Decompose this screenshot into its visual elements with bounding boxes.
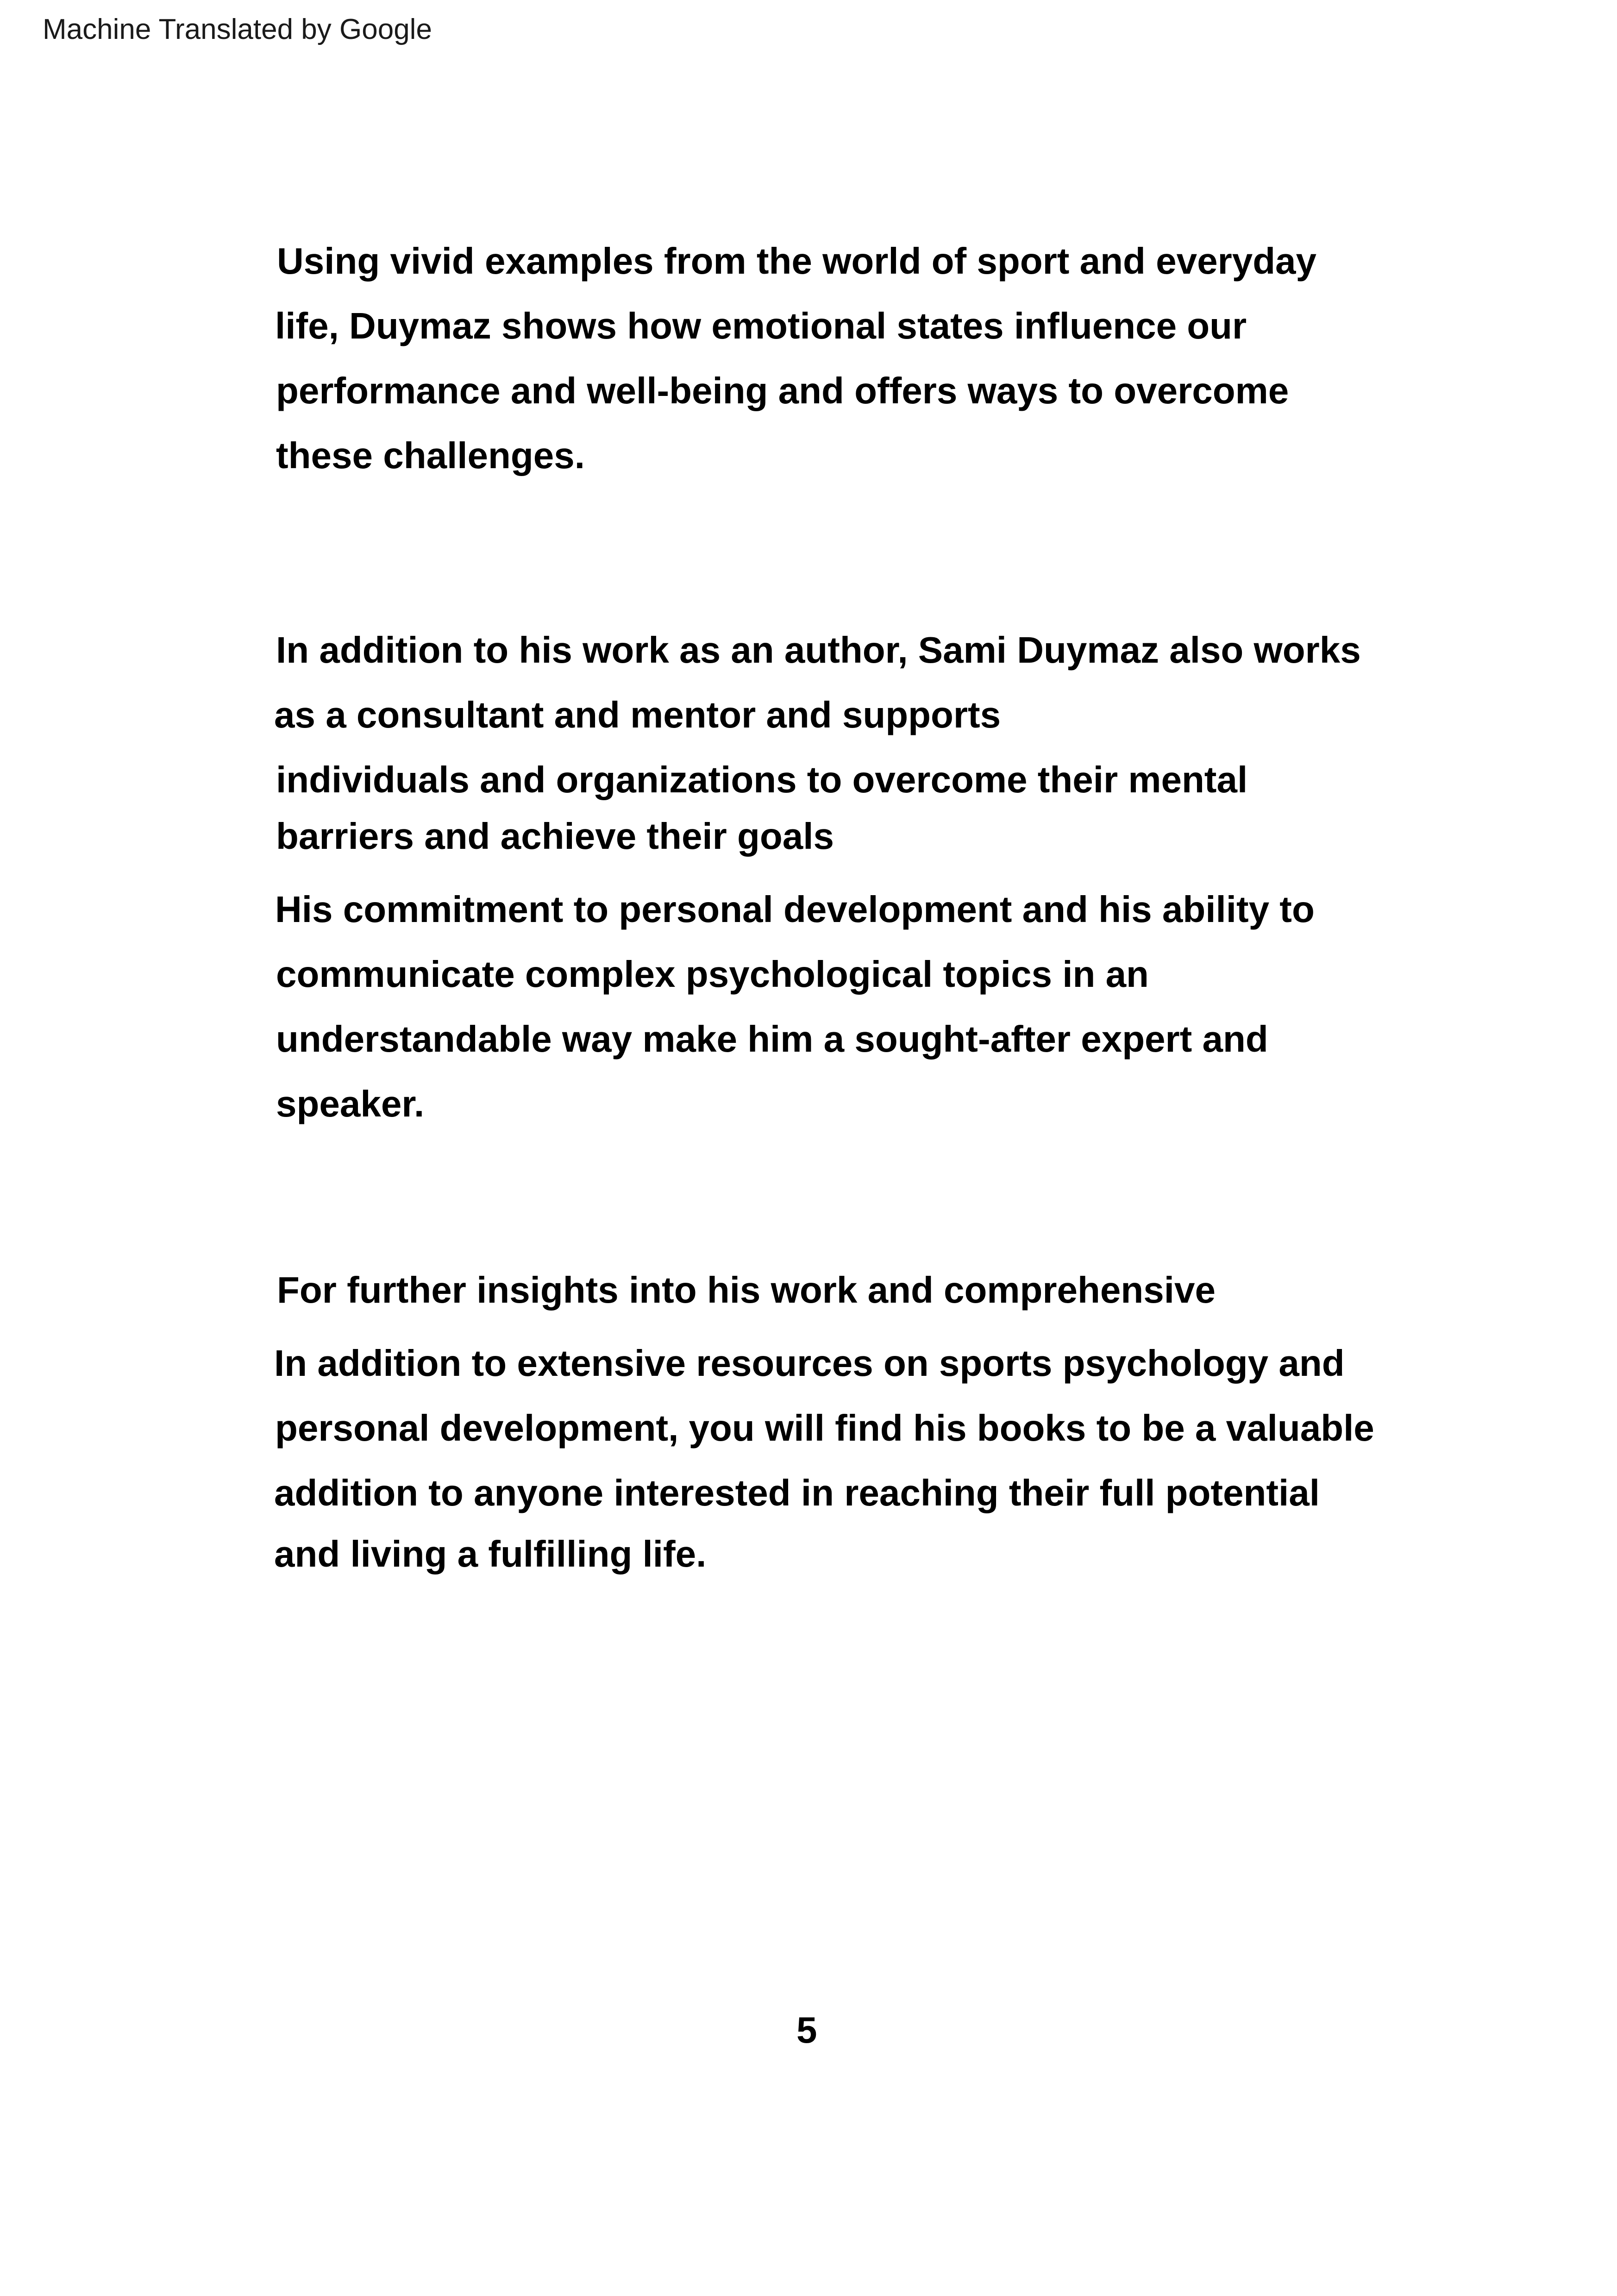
text-line: addition to anyone interested in reaching their full potential bbox=[274, 1472, 1320, 1513]
translation-header: Machine Translated by Google bbox=[43, 13, 432, 45]
text-line: and living a fulfilling life. bbox=[274, 1533, 707, 1575]
text-line: In addition to extensive resources on sports psychology and bbox=[274, 1342, 1345, 1384]
text-line: Using vivid examples from the world of sport and everyday bbox=[277, 240, 1317, 282]
text-line: His commitment to personal development and his ability to bbox=[275, 889, 1315, 930]
text-line: life, Duymaz shows how emotional states influence our bbox=[275, 305, 1247, 346]
text-line: these challenges. bbox=[276, 435, 585, 476]
text-line: understandable way make him a sought-after expert and bbox=[276, 1018, 1268, 1060]
text-line: performance and well-being and offers ways to overcome bbox=[276, 370, 1289, 411]
text-line: as a consultant and mentor and supports bbox=[274, 694, 1001, 735]
text-line: individuals and organizations to overcome their mental bbox=[276, 759, 1248, 800]
text-line: barriers and achieve their goals bbox=[276, 816, 834, 857]
text-line: personal development, you will find his books to be a valuable bbox=[275, 1407, 1374, 1449]
page-number: 5 bbox=[796, 2009, 817, 2051]
text-line: speaker. bbox=[276, 1083, 425, 1124]
text-line: For further insights into his work and comprehensive bbox=[277, 1269, 1216, 1311]
text-line: In addition to his work as an author, Sami Duymaz also works bbox=[276, 629, 1361, 671]
text-line: communicate complex psychological topics in an bbox=[276, 954, 1149, 995]
